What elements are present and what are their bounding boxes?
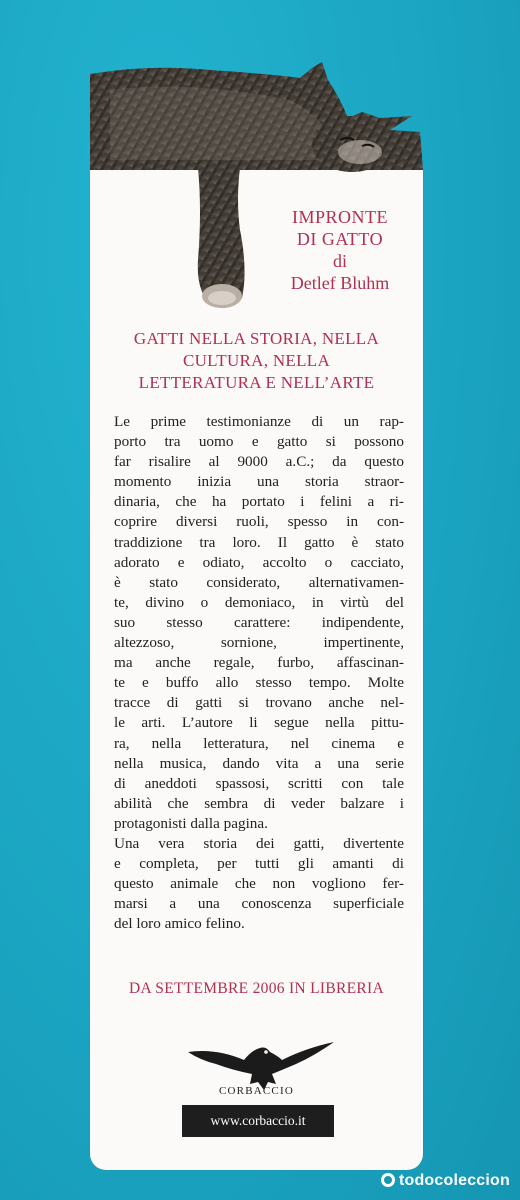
publisher-url[interactable]: www.corbaccio.it bbox=[182, 1105, 334, 1137]
description-line: di aneddoti spassosi, scritti con tale bbox=[114, 774, 404, 792]
description-line: Le prime testimonianze di un rap- bbox=[114, 413, 404, 430]
description-line: suo stesso carattere: indipendente, bbox=[114, 613, 404, 631]
description-line: nella musica, dando vita a una serie bbox=[114, 754, 404, 772]
watermark-text: todocoleccion bbox=[398, 1172, 510, 1189]
publisher-name: CORBACCIO bbox=[219, 1085, 294, 1097]
description-line: far risalire al 9000 a.C.; da questo bbox=[114, 453, 404, 471]
description-line: ma anche regale, furbo, affascinan- bbox=[114, 654, 404, 672]
book-title-line1: IMPRONTE bbox=[291, 207, 388, 227]
description-line: del loro amico felino. bbox=[114, 915, 245, 933]
release-date-text: DA SETTEMBRE 2006 IN LIBRERIA bbox=[129, 980, 384, 997]
description-line: protagonisti dalla pagina. bbox=[114, 814, 268, 832]
subtitle bbox=[90, 328, 423, 394]
description-line: adorato e odiato, accolto o cacciato, bbox=[114, 553, 404, 571]
description-line: e completa, per tutti gli amanti di bbox=[114, 855, 404, 873]
description-line: altezzoso, sornione, impertinente, bbox=[114, 634, 404, 652]
description-line: è stato considerato, alternativamen- bbox=[114, 573, 404, 591]
description-line: marsi a una conoscenza superficiale bbox=[114, 895, 404, 913]
description-line: Una vera storia dei gatti, divertente bbox=[114, 834, 404, 852]
subtitle-line: CULTURA, NELLA bbox=[182, 351, 331, 370]
description-line: porto tra uomo e gatto si possono bbox=[114, 433, 404, 451]
description-text bbox=[114, 412, 404, 934]
subtitle-line: GATTI NELLA STORIA, NELLA bbox=[133, 329, 380, 348]
description-line: momento inizia una storia straor- bbox=[114, 473, 404, 491]
book-title-line2: DI GATTO bbox=[296, 229, 384, 249]
author-name: Detlef Bluhm bbox=[290, 273, 390, 293]
book-title-block bbox=[260, 206, 420, 294]
description-line: te, divino o demoniaco, in virtù del bbox=[114, 593, 404, 611]
watermark bbox=[381, 1172, 510, 1190]
description-line: le arti. L’autore li segue nella pittu- bbox=[114, 714, 404, 732]
bookmark bbox=[90, 60, 423, 1170]
description-line: dinaria, che ha portato i felini a ri- bbox=[114, 493, 404, 511]
description-line: abilità che sembra di veder balzare i bbox=[114, 794, 404, 812]
description-line: ra, nella letteratura, nel cinema e bbox=[114, 734, 404, 752]
by-label: di bbox=[332, 251, 347, 271]
watermark-icon bbox=[381, 1173, 395, 1187]
description-line: coprire diversi ruoli, spesso in con- bbox=[114, 513, 404, 531]
description-line: te e buffo allo stesso tempo. Molte bbox=[114, 674, 404, 692]
description-line: tracce di gatti si trovano anche nel- bbox=[114, 694, 404, 712]
subtitle-line: LETTERATURA E NELL’ARTE bbox=[138, 373, 375, 392]
description-line: traddizione tra loro. Il gatto è stato bbox=[114, 533, 404, 551]
description-line: questo animale che non vogliono fer- bbox=[114, 875, 404, 893]
